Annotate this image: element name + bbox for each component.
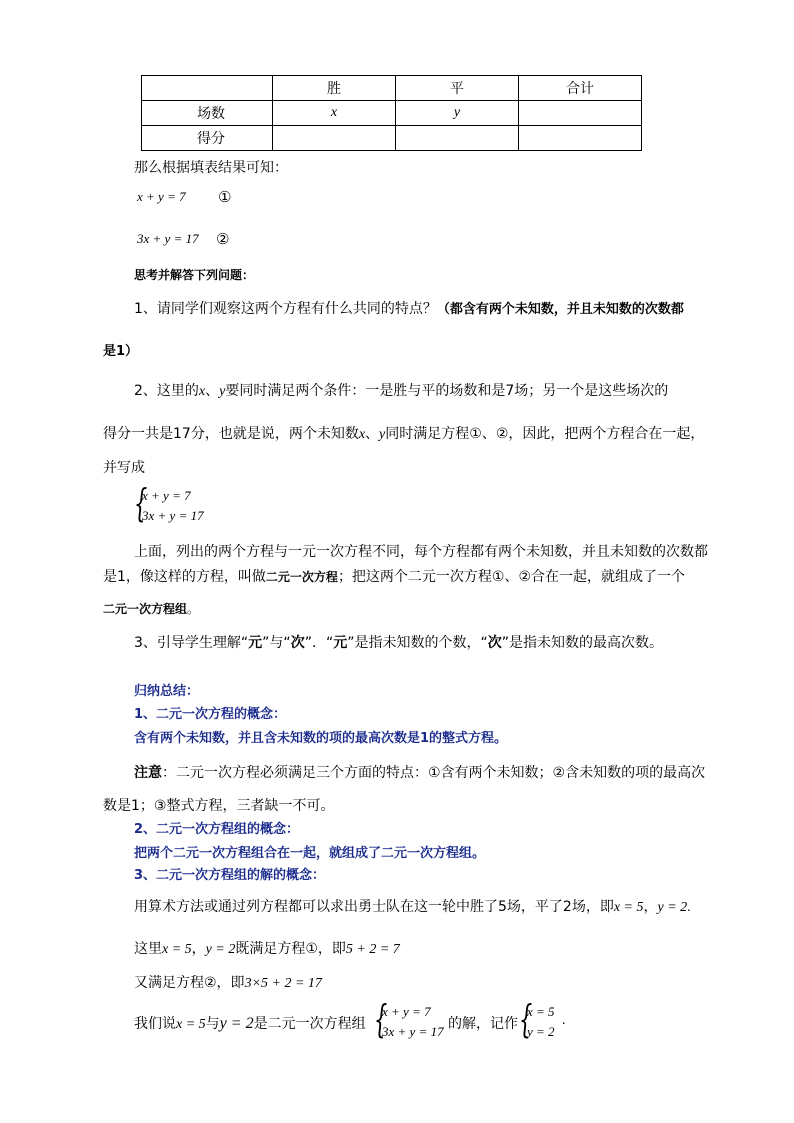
score-table — [141, 75, 642, 151]
term-highlight: 二元一次方程组 — [103, 602, 188, 616]
question-2-line1 — [134, 380, 668, 400]
solution-line3 — [134, 972, 322, 992]
table-row — [142, 101, 642, 126]
text-segment: 与 — [205, 1016, 220, 1032]
table-cell — [273, 126, 396, 151]
text-segment: 是二元一次方程组 — [253, 1016, 366, 1032]
text-segment: 这里 — [134, 941, 162, 957]
text-segment: . — [687, 900, 691, 915]
text-segment: 。 — [187, 602, 200, 616]
text-segment: 用算术方法或通过列方程都可以求出勇士队在这一轮中胜了5场，平了2场，即 — [134, 899, 614, 915]
text-segment: 我们说 — [134, 1016, 176, 1032]
summary-1-definition: 含有两个未知数，并且含未知数的项的最高次数是1的整式方程。 — [134, 731, 508, 746]
text-segment: 既满足方程①，即 — [235, 941, 346, 957]
note-label: 注意 — [134, 765, 162, 781]
solution-line1 — [134, 896, 691, 916]
note-line2: 数是1；③整式方程，三者缺一不可。 — [103, 798, 335, 814]
table-cell — [519, 101, 642, 126]
text-segment: 是1，像这样的方程，叫做 — [103, 569, 266, 585]
table-row — [142, 126, 642, 151]
text-segment: ， — [643, 899, 658, 915]
math-expr: y = 2 — [657, 900, 688, 915]
text-segment: 2、这里的 — [134, 383, 199, 399]
var-x: x — [198, 384, 206, 399]
brace-icon: { — [374, 997, 388, 1041]
table-cell: x — [273, 101, 396, 126]
question-1-answer-cont: 是1） — [103, 344, 139, 359]
solution-line2 — [134, 938, 400, 958]
solution-line4-cont: 的解，记作 — [448, 1016, 518, 1032]
math-expr: x = 5 — [176, 1017, 206, 1032]
intro-text: 那么根据填表结果可知： — [134, 160, 288, 176]
solution-line4 — [134, 1013, 366, 1033]
system-line-1: x = 5 — [527, 1004, 555, 1019]
question-2-line3: 并写成 — [103, 460, 145, 476]
equation-1-mark: ① — [218, 188, 232, 206]
summary-2-definition: 把两个二元一次方程组合在一起，就组成了二元一次方程组。 — [134, 846, 486, 861]
summary-2-title: 2、二元一次方程组的概念： — [134, 822, 300, 837]
question-1-answer: （都含有两个未知数，并且未知数的次数都 — [436, 302, 684, 317]
math-expr: 5 + 2 = 7 — [345, 942, 400, 957]
para-above-line3 — [103, 600, 199, 617]
para-above-line2 — [103, 566, 685, 586]
text-segment: 要同时满足两个条件：一是胜与平的场数和是7场；另一个是这些场次的 — [225, 383, 669, 399]
system-line-2: 3x + y = 17 — [142, 508, 204, 523]
system-line-1: x + y = 7 — [382, 1004, 431, 1019]
table-header-cell: 合计 — [519, 76, 642, 101]
text-segment: 又满足方程②，即 — [134, 975, 245, 991]
table-cell: 得分 — [142, 126, 273, 151]
system-line-2: 3x + y = 17 — [382, 1024, 444, 1039]
term-highlight: 元 — [333, 635, 348, 651]
term-highlight: 次 — [487, 635, 502, 651]
var-y: y — [219, 384, 226, 399]
solution-system — [519, 997, 563, 1044]
table-cell — [519, 126, 642, 151]
text-segment: 3、引导学生理解“ — [134, 635, 249, 651]
text-segment: 、 — [205, 383, 220, 399]
term-highlight: 元 — [248, 635, 263, 651]
equation-2-mark: ② — [216, 230, 230, 248]
table-header-cell — [142, 76, 273, 101]
table-header-row — [142, 76, 642, 101]
note-line1 — [134, 762, 705, 782]
question-2-line2 — [103, 423, 704, 443]
term-highlight: 二元一次方程 — [265, 570, 338, 584]
var-x: x — [358, 427, 366, 442]
text-segment: 同时满足方程①、②，因此，把两个方程合在一起， — [385, 426, 705, 442]
math-expr: y = 2 — [219, 1015, 254, 1032]
summary-heading: 归纳总结： — [134, 684, 200, 699]
summary-3-title: 3、二元一次方程组的解的概念： — [134, 868, 326, 883]
math-expr: x = 5 — [613, 900, 644, 915]
table-header-cell: 胜 — [273, 76, 396, 101]
brace-icon: { — [519, 997, 533, 1041]
question-1 — [134, 298, 684, 318]
text-segment: ”与“ — [262, 635, 291, 651]
para-above-line1: 上面，列出的两个方程与一元一次方程不同，每个方程都有两个未知数，并且未知数的次数都 — [134, 544, 708, 560]
term-highlight: 次 — [290, 635, 305, 651]
equation-2: 3x + y = 17 — [137, 231, 199, 246]
text-segment: ”是指未知数的个数，“ — [347, 635, 488, 651]
summary-1-title: 1、二元一次方程的概念： — [134, 707, 287, 722]
table-cell — [396, 126, 519, 151]
text-segment: ， — [191, 941, 206, 957]
text-segment: 得分一共是17分，也就是说，两个未知数 — [103, 426, 359, 442]
equation-system-inline — [374, 997, 450, 1044]
text-segment: ”是指未知数的最高次数。 — [501, 635, 663, 651]
math-expr: x = 5 — [162, 942, 192, 957]
question-3 — [134, 632, 663, 652]
system-line-2: y = 2 — [527, 1024, 555, 1039]
think-heading: 思考并解答下列问题： — [134, 268, 255, 282]
system-line-1: x + y = 7 — [142, 488, 191, 503]
table-cell: y — [396, 101, 519, 126]
text-segment: ：二元一次方程必须满足三个方面的特点：①含有两个未知数；②含未知数的项的最高次 — [162, 765, 706, 781]
text-segment: 、 — [365, 426, 380, 442]
math-expr: 3×5 + 2 = 17 — [244, 976, 322, 991]
var-y: y — [379, 427, 386, 442]
math-expr: y = 2 — [205, 942, 236, 957]
text-segment: ”．“ — [304, 635, 334, 651]
table-header-cell: 平 — [396, 76, 519, 101]
solution-end-dot: . — [562, 1013, 566, 1028]
equation-system — [134, 481, 224, 528]
brace-icon: { — [134, 481, 148, 525]
table-cell: 场数 — [142, 101, 273, 126]
text-segment: ；把这两个二元一次方程①、②合在一起，就组成了一个 — [337, 569, 686, 585]
equation-1: x + y = 7 — [137, 189, 186, 204]
question-1-text: 1、请同学们观察这两个方程有什么共同的特点？ — [134, 301, 437, 317]
